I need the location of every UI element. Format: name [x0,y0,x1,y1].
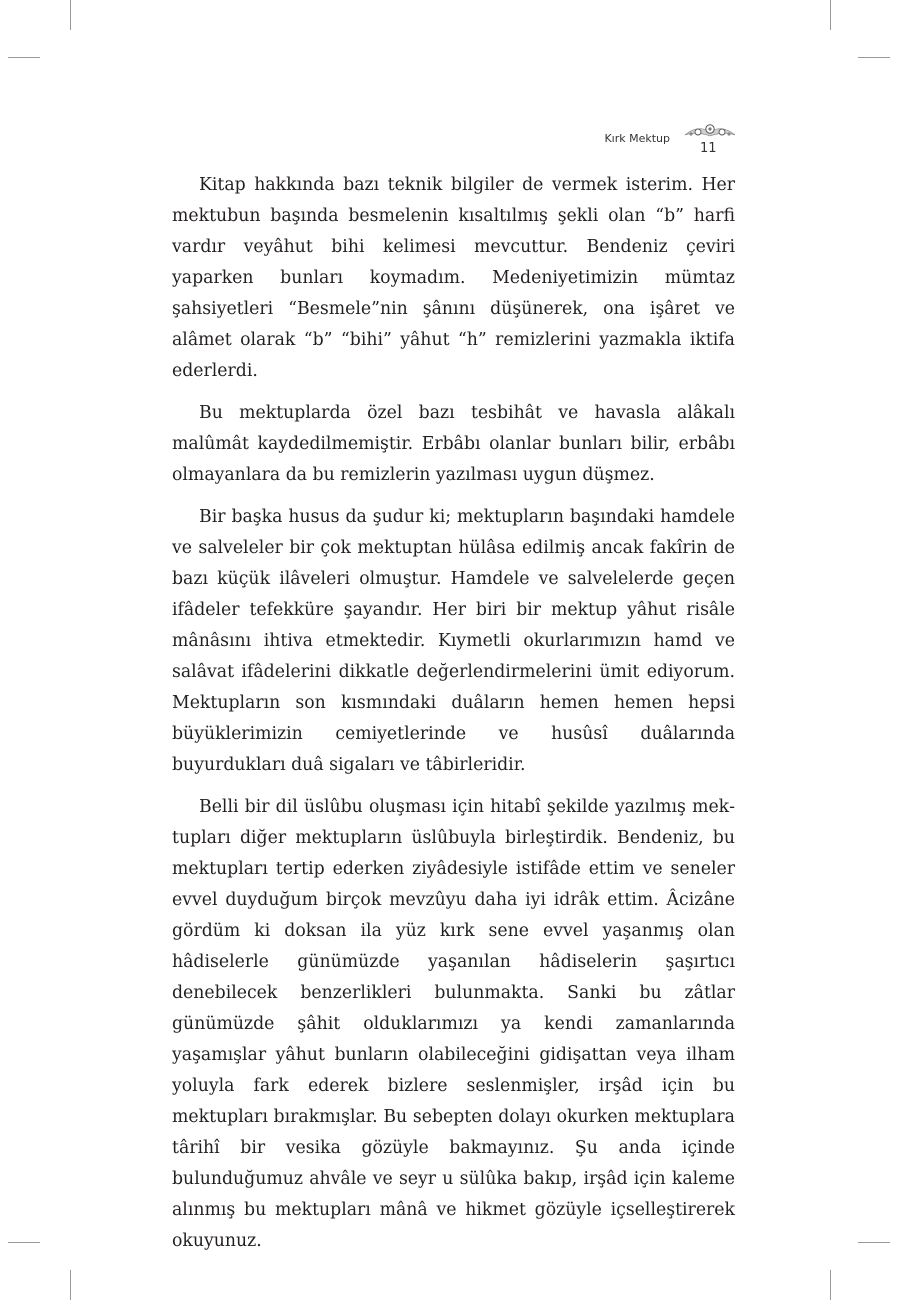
page-number: 11 [700,141,717,156]
floral-ornament-icon [684,121,736,143]
crop-mark [830,1270,831,1300]
crop-mark [70,1270,71,1300]
crop-mark [8,57,40,58]
crop-mark [8,1242,40,1243]
book-title: Kırk Mektup [604,132,670,145]
body-text [172,170,735,1268]
crop-mark [70,0,71,30]
paragraph: Bir başka husus da şudur ki; mektupların başındaki hamdele ve salveleler bir çok mektuptan hülâsa edilmiş ancak fakîrin de bazı küçük ilâveleri olmuştur. Hamdele ve salvelelerde geçen ifâdeler tefekküre şayandır. Her biri bir mektup yâhut risâle mânâsını ihtiva etmektedir. Kıymetli okurlarımızın hamd ve salâvat ifâdelerini dikkatle değerlendirmelerini ümit ediyorum. Mektupların son kısmındaki duâların hemen hemen hepsi büyüklerimizin cemiyetlerinde ve husûsî duâlarında buyurdukları duâ sigaları ve tâbirleridir. [172,507,735,775]
crop-mark [858,57,890,58]
paragraph: Kitap hakkında bazı teknik bilgiler de vermek isterim. Her mektubun başında besmelenin kısaltılmış şekli olan “b” harfi vardır veyâhut bihi kelimesi mevcuttur. Bendeniz çeviri yaparken bunları koymadım. Medeniyetimizin mümtaz şahsiyetleri “Besmele”nin şânını düşünerek, ona işâret ve alâmet olarak “b” “bihi” yâhut “h” remizlerini yazmakla iktifa ederlerdi. [172,175,735,381]
paragraph: Bu mektuplarda özel bazı tesbihât ve havasla alâkalı malûmât kaydedilmemiştir. Erbâbı olanlar bunları bilir, erbâbı olmayanlara da bu remizlerin yazılması uygun düşmez. [172,403,735,485]
running-head [600,121,740,161]
crop-mark [858,1242,890,1243]
crop-mark [830,0,831,30]
paragraph: Belli bir dil üslûbu oluşması için hitabî şekilde yazılmış mektupları diğer mektupların üslûbuyla birleştirdik. Bendeniz, bu mektupları tertip ederken ziyâdesiyle istifâde ettim ve seneler evvel duyduğum birçok mevzûyu daha iyi idrâk ettim. Âcizâne gördüm ki doksan ila yüz kırk sene evvel yaşanmış olan hâdiselerle günümüzde yaşanılan hâdiselerin şaşırtıcı denebilecek benzerlikleri bulunmakta. Sanki bu zâtlar günümüzde şâhit olduklarımızı ya kendi zamanlarında yaşamışlar yâhut bunların olabileceğini gidişattan veya ilham yoluyla fark ederek bizlere seslenmişler, irşâd için bu mektupları bırakmışlar. Bu sebepten dolayı okurken mektuplara târihî bir vesika gözüyle bakmayınız. Şu anda içinde bulunduğumuz ahvâle ve seyr u sülûka bakıp, irşâd için kaleme alınmış bu mektupları mânâ ve hikmet gözüyle içselleştirerek okuyunuz. [172,797,735,1251]
